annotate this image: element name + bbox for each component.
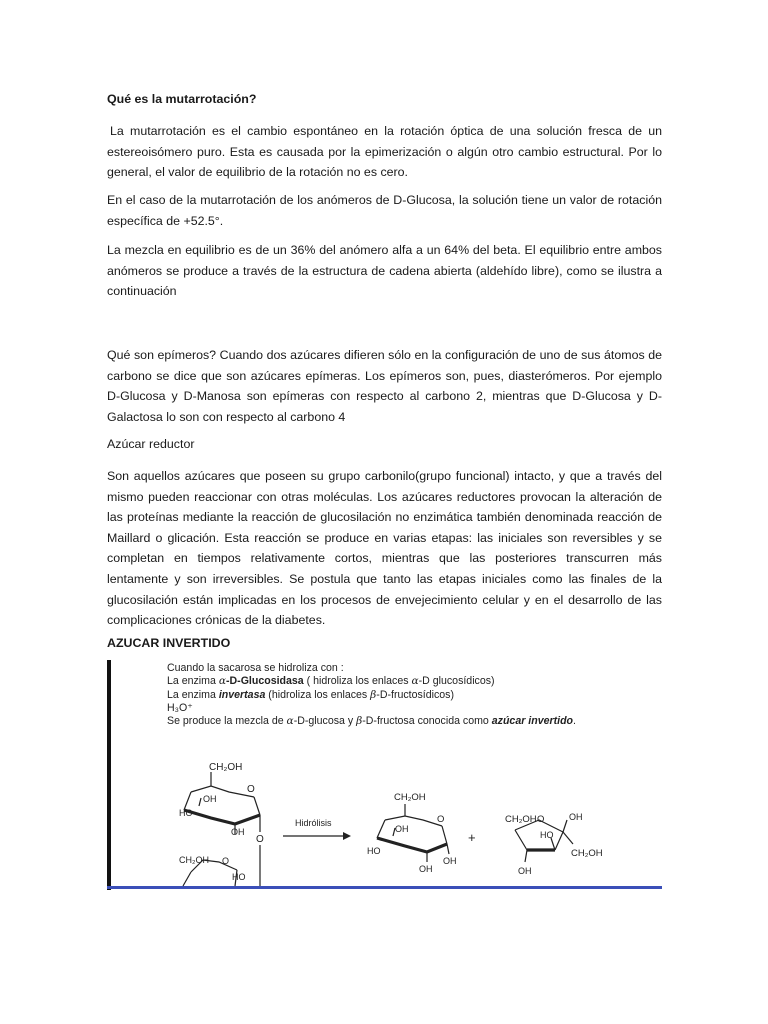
alpha-d-glucose-molecule: [377, 804, 449, 862]
sucrose-ring-o-label: O: [247, 784, 255, 795]
figure-line-5-glucose: -D-glucosa y: [293, 715, 357, 728]
fructose-ch2oh-label-2: CH₂OH: [571, 848, 603, 859]
figure-line-3-middle: (hidroliza los enlaces: [265, 688, 371, 701]
hydrolysis-arrow-label: Hidrólisis: [295, 818, 332, 828]
mutarrotacion-paragraph-3: La mezcla en equilibrio es de un 36% del anómero alfa a un 64% del beta. El equilibrio entre ambos anómeros se produce a través de la estructura de cadena abierta (aldehído libre), como se ilustra a continuación: [107, 243, 662, 299]
sucrose-hydrolysis-figure: [107, 660, 662, 890]
figure-line-2-middle: ( hidroliza los enlaces: [303, 675, 412, 688]
glucose-ring-o-label: O: [437, 814, 445, 825]
glucose-oh-label-1: OH: [395, 824, 409, 834]
azucar-invertido-term: azúcar invertido: [491, 715, 574, 728]
sucrose-fructose-ho-label: HO: [232, 872, 246, 882]
fructose-ho-label: HO: [540, 830, 554, 840]
figure-line-4: H₃O⁺: [167, 701, 193, 714]
sucrose-fructose-ch2oh-label: CH₂OH: [179, 855, 209, 865]
figure-left-border: [107, 660, 111, 890]
figure-line-5-prefix: Se produce la mezcla de: [167, 715, 287, 728]
figure-bottom-border: [107, 886, 662, 889]
fructose-oh-label-1: OH: [569, 812, 583, 822]
glucose-ho-label: HO: [367, 846, 381, 856]
sucrose-oh-label-1: OH: [203, 794, 217, 804]
mutarrotacion-paragraph-2: En el caso de la mutarrotación de los anómeros de D-Glucosa, la solución tiene un valor de rotación específica de +52.5°.: [107, 193, 662, 228]
glucose-oh-label-2: OH: [419, 864, 433, 874]
azucar-reductor-paragraph: Son aquellos azúcares que poseen su grupo carbonilo(grupo funcional) intacto, y que a través del mismo pueden reaccionar con otras moléculas. Los azúcares reductores provocan la alteración de las proteínas mediante la reacción de glucosilación no enzimática también denominada reacción de Maillard o glicación. Esta reacción se produce en varias etapas: las iniciales son reversibles y se completan en tiempos relativamente cortos, mientras que las posteriores transcurren más lentamente y son irreversibles. Se postula que tanto las etapas iniciales como las finales de la glucosilación están implicadas en los procesos de envejecimiento celular y en el desarrollo de las complicaciones crónicas de la diabetes.: [107, 469, 662, 628]
mutarrotacion-paragraph-1: La mutarrotación es el cambio espontáneo en la rotación óptica de una solución fresca de un estereoisómero puro. Esta es causada por la epimerización o algún otro cambio estructural. Por lo general, el valor de equilibrio de la rotación no es cero.: [107, 124, 662, 180]
azucar-invertido-heading: AZUCAR INVERTIDO: [107, 636, 231, 650]
glucose-ch2oh-label: CH₂OH: [394, 792, 426, 803]
figure-line-3-suffix: -D-fructosídicos): [376, 688, 454, 701]
sucrose-glycosidic-o-label: O: [256, 834, 264, 845]
alpha-symbol-3: α: [286, 715, 294, 728]
hydrolysis-arrow: [283, 832, 351, 840]
beta-symbol-2: β: [356, 715, 363, 728]
fructose-oh-label-2: OH: [518, 866, 532, 876]
sucrose-ch2oh-label: CH₂OH: [209, 762, 243, 773]
figure-line-2-prefix: La enzima: [167, 675, 219, 688]
figure-line-3-prefix: La enzima: [167, 688, 219, 701]
figure-line-2: [167, 675, 576, 688]
figure-line-5: [167, 715, 576, 728]
alpha-symbol-2: α: [411, 675, 419, 688]
sucrose-oh-label-2: OH: [231, 827, 245, 837]
figure-line-1: Cuando la sacarosa se hidroliza con :: [167, 662, 344, 674]
mutarrotacion-heading: Qué es la mutarrotación?: [107, 92, 257, 106]
figure-line-5-period: .: [573, 715, 576, 728]
sucrose-fructose-o-label: O: [222, 856, 230, 866]
figure-line-2-suffix: -D glucosídicos): [418, 675, 495, 688]
epimeros-paragraph: Qué son epímeros? Cuando dos azúcares difieren sólo en la configuración de uno de sus átomos de carbono se dice que son azúcares epímeras. Los epímeros son, pues, diasterómeros. Por ejemplo D-Glucosa y D-Manosa son epímeras con respecto al carbono 2, mientras que D-Glucosa y D-Galactosa lo son con respecto al carbono 4: [107, 348, 662, 424]
beta-d-fructose-molecule: [515, 820, 573, 862]
beta-symbol: β: [370, 688, 377, 701]
glucose-oh-label-3: OH: [443, 856, 457, 866]
azucar-reductor-heading: Azúcar reductor: [107, 437, 195, 451]
figure-line-3: [167, 689, 576, 702]
figure-line-5-fructose: -D-fructosa conocida como: [362, 715, 492, 728]
plus-sign: +: [468, 830, 476, 845]
sucrose-ho-label: HO: [179, 808, 193, 818]
glucosidasa-term: -D-Glucosidasa: [225, 675, 304, 688]
figure-caption-block: [167, 662, 576, 728]
fructose-ring-o-label: O: [537, 814, 545, 825]
fructose-ch2oh-label-1: CH₂OH: [505, 814, 537, 825]
invertasa-term: invertasa: [218, 688, 266, 701]
alpha-symbol: α: [218, 675, 226, 688]
